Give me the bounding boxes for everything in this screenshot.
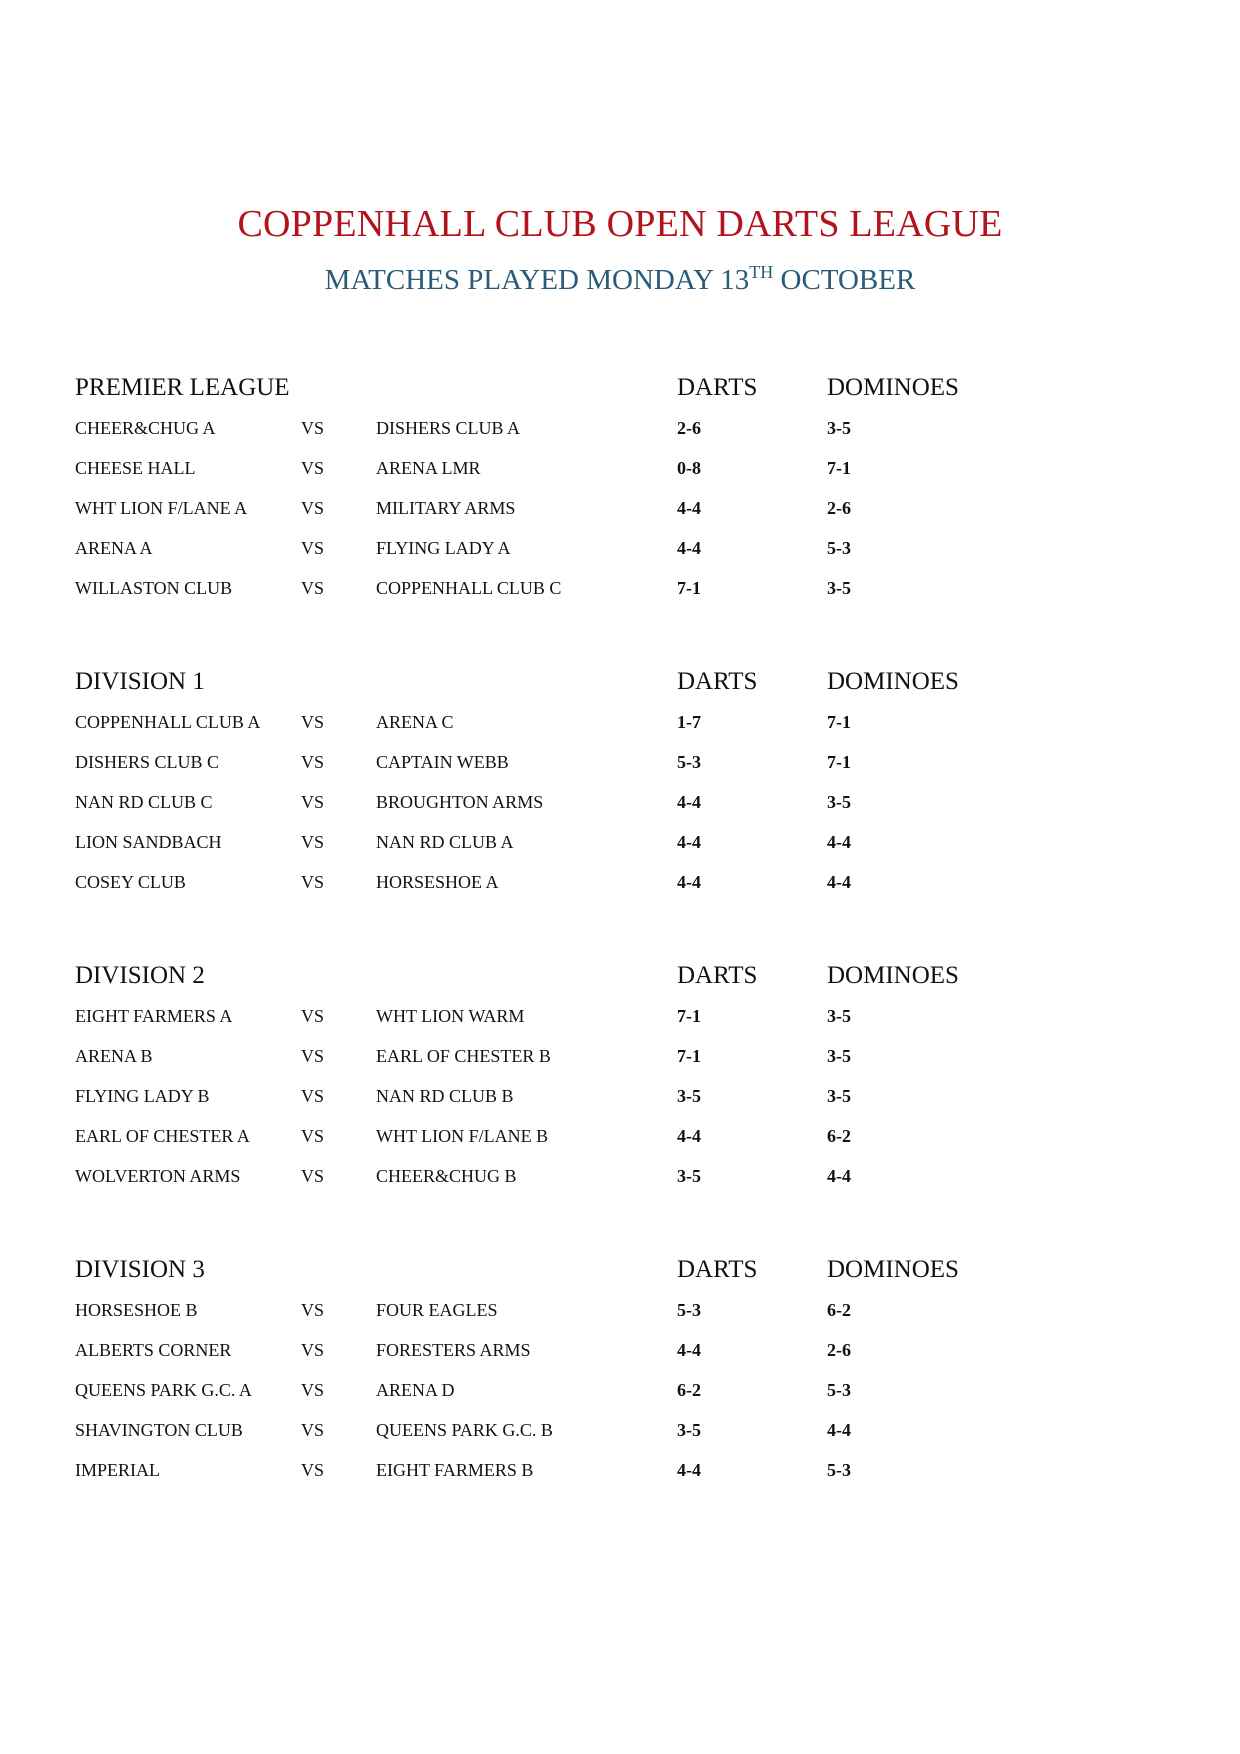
home-team: ALBERTS CORNER [75, 1340, 232, 1360]
match-row [75, 578, 1075, 618]
darts-column-header: DARTS [677, 1256, 758, 1283]
away-team: CAPTAIN WEBB [376, 752, 509, 772]
home-team: SHAVINGTON CLUB [75, 1420, 243, 1440]
section-title: DIVISION 1 [75, 668, 205, 695]
versus-label: VS [301, 1340, 325, 1360]
page-subtitle [0, 264, 1240, 297]
versus-label: VS [301, 1126, 325, 1146]
match-row [75, 1126, 1075, 1166]
league-section [75, 1256, 1075, 1500]
away-team: FLYING LADY A [376, 538, 511, 558]
darts-score: 7-1 [677, 1046, 701, 1066]
home-team: COSEY CLUB [75, 872, 186, 892]
away-team: ARENA LMR [376, 458, 481, 478]
dominoes-score: 7-1 [827, 458, 851, 478]
dominoes-score: 3-5 [827, 1086, 851, 1106]
subtitle-suffix: OCTOBER [773, 264, 916, 296]
league-section [75, 668, 1075, 912]
away-team: EIGHT FARMERS B [376, 1460, 534, 1480]
versus-label: VS [301, 578, 325, 598]
match-row [75, 1340, 1075, 1380]
darts-score: 4-4 [677, 1126, 701, 1146]
away-team: HORSESHOE A [376, 872, 499, 892]
dominoes-score: 4-4 [827, 872, 851, 892]
away-team: FORESTERS ARMS [376, 1340, 531, 1360]
darts-score: 3-5 [677, 1166, 701, 1186]
darts-score: 4-4 [677, 832, 701, 852]
home-team: FLYING LADY B [75, 1086, 210, 1106]
away-team: NAN RD CLUB B [376, 1086, 514, 1106]
dominoes-score: 3-5 [827, 578, 851, 598]
home-team: ARENA B [75, 1046, 153, 1066]
dominoes-column-header: DOMINOES [827, 374, 959, 401]
darts-score: 0-8 [677, 458, 701, 478]
versus-label: VS [301, 832, 325, 852]
versus-label: VS [301, 872, 325, 892]
section-title: DIVISION 2 [75, 962, 205, 989]
versus-label: VS [301, 1086, 325, 1106]
away-team: FOUR EAGLES [376, 1300, 498, 1320]
home-team: DISHERS CLUB C [75, 752, 220, 772]
home-team: LION SANDBACH [75, 832, 222, 852]
away-team: MILITARY ARMS [376, 498, 516, 518]
section-title: DIVISION 3 [75, 1256, 205, 1283]
dominoes-score: 6-2 [827, 1300, 851, 1320]
match-row [75, 1166, 1075, 1206]
home-team: CHEER&CHUG A [75, 418, 216, 438]
match-row [75, 1006, 1075, 1046]
dominoes-score: 5-3 [827, 1460, 851, 1480]
home-team: COPPENHALL CLUB A [75, 712, 261, 732]
home-team: IMPERIAL [75, 1460, 160, 1480]
versus-label: VS [301, 418, 325, 438]
dominoes-score: 5-3 [827, 538, 851, 558]
darts-column-header: DARTS [677, 374, 758, 401]
home-team: CHEESE HALL [75, 458, 196, 478]
home-team: QUEENS PARK G.C. A [75, 1380, 252, 1400]
match-row [75, 1420, 1075, 1460]
darts-column-header: DARTS [677, 962, 758, 989]
dominoes-score: 6-2 [827, 1126, 851, 1146]
versus-label: VS [301, 712, 325, 732]
dominoes-score: 4-4 [827, 1420, 851, 1440]
darts-score: 3-5 [677, 1086, 701, 1106]
match-row [75, 1046, 1075, 1086]
dominoes-score: 2-6 [827, 1340, 851, 1360]
versus-label: VS [301, 1380, 325, 1400]
dominoes-score: 3-5 [827, 1046, 851, 1066]
away-team: COPPENHALL CLUB C [376, 578, 562, 598]
darts-score: 4-4 [677, 538, 701, 558]
dominoes-score: 3-5 [827, 1006, 851, 1026]
dominoes-score: 2-6 [827, 498, 851, 518]
darts-score: 2-6 [677, 418, 701, 438]
darts-score: 4-4 [677, 498, 701, 518]
away-team: ARENA C [376, 712, 454, 732]
dominoes-column-header: DOMINOES [827, 962, 959, 989]
darts-score: 4-4 [677, 872, 701, 892]
home-team: EIGHT FARMERS A [75, 1006, 233, 1026]
versus-label: VS [301, 1166, 325, 1186]
match-row [75, 1380, 1075, 1420]
dominoes-score: 5-3 [827, 1380, 851, 1400]
away-team: EARL OF CHESTER B [376, 1046, 551, 1066]
page-title: COPPENHALL CLUB OPEN DARTS LEAGUE [237, 203, 1003, 245]
darts-score: 6-2 [677, 1380, 701, 1400]
versus-label: VS [301, 1300, 325, 1320]
section-header [75, 374, 1075, 418]
match-row [75, 792, 1075, 832]
versus-label: VS [301, 1006, 325, 1026]
section-header [75, 668, 1075, 712]
dominoes-column-header: DOMINOES [827, 1256, 959, 1283]
darts-score: 4-4 [677, 1460, 701, 1480]
match-row [75, 1086, 1075, 1126]
home-team: HORSESHOE B [75, 1300, 198, 1320]
versus-label: VS [301, 538, 325, 558]
dominoes-score: 7-1 [827, 712, 851, 732]
away-team: BROUGHTON ARMS [376, 792, 544, 812]
dominoes-score: 4-4 [827, 832, 851, 852]
home-team: EARL OF CHESTER A [75, 1126, 250, 1146]
versus-label: VS [301, 792, 325, 812]
darts-score: 7-1 [677, 578, 701, 598]
match-row [75, 538, 1075, 578]
versus-label: VS [301, 1046, 325, 1066]
section-header [75, 1256, 1075, 1300]
versus-label: VS [301, 1420, 325, 1440]
match-row [75, 752, 1075, 792]
league-section [75, 374, 1075, 618]
match-row [75, 832, 1075, 872]
match-row [75, 1460, 1075, 1500]
versus-label: VS [301, 458, 325, 478]
dominoes-score: 3-5 [827, 418, 851, 438]
away-team: ARENA D [376, 1380, 455, 1400]
darts-score: 4-4 [677, 1340, 701, 1360]
away-team: QUEENS PARK G.C. B [376, 1420, 553, 1440]
darts-score: 5-3 [677, 1300, 701, 1320]
match-row [75, 712, 1075, 752]
darts-score: 5-3 [677, 752, 701, 772]
subtitle-superscript: TH [749, 262, 774, 282]
match-row [75, 1300, 1075, 1340]
away-team: CHEER&CHUG B [376, 1166, 517, 1186]
league-section [75, 962, 1075, 1206]
section-header [75, 962, 1075, 1006]
versus-label: VS [301, 498, 325, 518]
darts-score: 7-1 [677, 1006, 701, 1026]
section-title: PREMIER LEAGUE [75, 374, 290, 401]
versus-label: VS [301, 752, 325, 772]
match-row [75, 458, 1075, 498]
match-row [75, 418, 1075, 458]
home-team: NAN RD CLUB C [75, 792, 213, 812]
home-team: ARENA A [75, 538, 153, 558]
match-row [75, 498, 1075, 538]
dominoes-column-header: DOMINOES [827, 668, 959, 695]
away-team: NAN RD CLUB A [376, 832, 514, 852]
darts-column-header: DARTS [677, 668, 758, 695]
away-team: DISHERS CLUB A [376, 418, 521, 438]
versus-label: VS [301, 1460, 325, 1480]
darts-score: 4-4 [677, 792, 701, 812]
away-team: WHT LION WARM [376, 1006, 525, 1026]
home-team: WHT LION F/LANE A [75, 498, 248, 518]
darts-score: 1-7 [677, 712, 701, 732]
subtitle-prefix: MATCHES PLAYED MONDAY 13 [324, 264, 750, 296]
darts-score: 3-5 [677, 1420, 701, 1440]
away-team: WHT LION F/LANE B [376, 1126, 549, 1146]
dominoes-score: 3-5 [827, 792, 851, 812]
match-row [75, 872, 1075, 912]
dominoes-score: 4-4 [827, 1166, 851, 1186]
dominoes-score: 7-1 [827, 752, 851, 772]
home-team: WOLVERTON ARMS [75, 1166, 241, 1186]
home-team: WILLASTON CLUB [75, 578, 233, 598]
